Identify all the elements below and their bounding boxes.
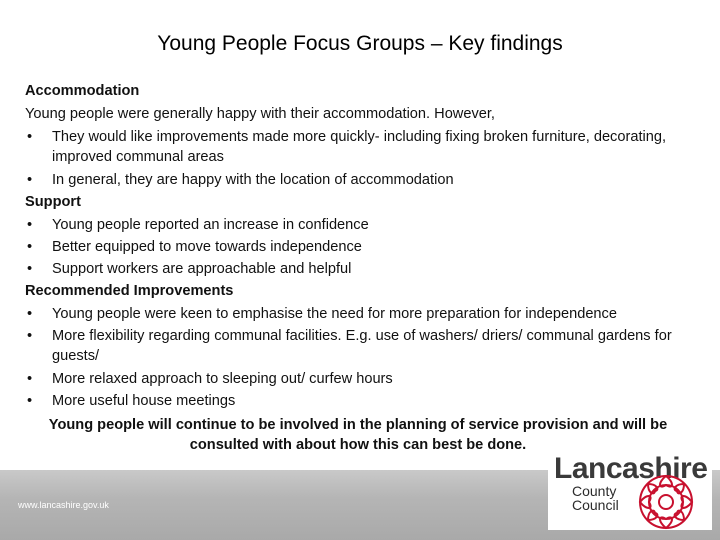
lancashire-rose-icon: [636, 472, 696, 532]
accommodation-intro: Young people were generally happy with their accommodation. However,: [25, 106, 495, 122]
logo-subtitle: [572, 484, 619, 512]
bullet-icon: •: [27, 328, 33, 344]
slide-title: Young People Focus Groups – Key findings: [157, 32, 563, 55]
bullet-icon: •: [27, 393, 33, 409]
bullet-icon: •: [27, 261, 33, 277]
logo-subtitle-line-2: Council: [572, 497, 619, 513]
bullet-text: More useful house meetings: [52, 393, 236, 409]
closing-statement: Young people will continue to be involved in the planning of service provision and will be consulted with about how this can best be done.: [48, 417, 668, 453]
bullet-text: Support workers are approachable and helpful: [52, 261, 352, 277]
list-item: [25, 303, 697, 325]
content-body: [25, 80, 697, 455]
bullet-text: More flexibility regarding communal facilities. E.g. use of washers/ driers/ communal gardens for guests/: [52, 328, 672, 364]
list-item: [25, 169, 697, 191]
list-item: [25, 214, 697, 236]
rose-inner-ring: [649, 485, 683, 519]
list-item: [25, 325, 697, 368]
bullet-icon: •: [27, 129, 33, 145]
heading-recommended-improvements: Recommended Improvements: [25, 283, 234, 299]
bullet-text: Young people were keen to emphasise the need for more preparation for independence: [52, 306, 617, 322]
heading-accommodation: Accommodation: [25, 83, 140, 99]
bullet-text: Better equipped to move towards independence: [52, 239, 362, 255]
bullet-text: They would like improvements made more quickly- including fixing broken furniture, decorating, improved communal areas: [52, 129, 667, 165]
logo-wordmark: Lancashire: [554, 452, 708, 485]
bullet-text: More relaxed approach to sleeping out/ curfew hours: [52, 371, 393, 387]
list-item: [25, 390, 697, 412]
list-item: [25, 258, 697, 280]
heading-support: Support: [25, 194, 81, 210]
list-item: [25, 368, 697, 390]
bullet-icon: •: [27, 217, 33, 233]
list-item: [25, 126, 697, 169]
list-item: [25, 236, 697, 258]
rose-center: [659, 495, 673, 509]
bullet-icon: •: [27, 172, 33, 188]
bullet-icon: •: [27, 306, 33, 322]
bullet-text: Young people reported an increase in confidence: [52, 217, 369, 233]
bullet-text: In general, they are happy with the location of accommodation: [52, 172, 454, 188]
bullet-icon: •: [27, 239, 33, 255]
bullet-icon: •: [27, 371, 33, 387]
footer-url[interactable]: www.lancashire.gov.uk: [18, 500, 109, 510]
logo-subtitle-line-1: County: [572, 483, 617, 499]
